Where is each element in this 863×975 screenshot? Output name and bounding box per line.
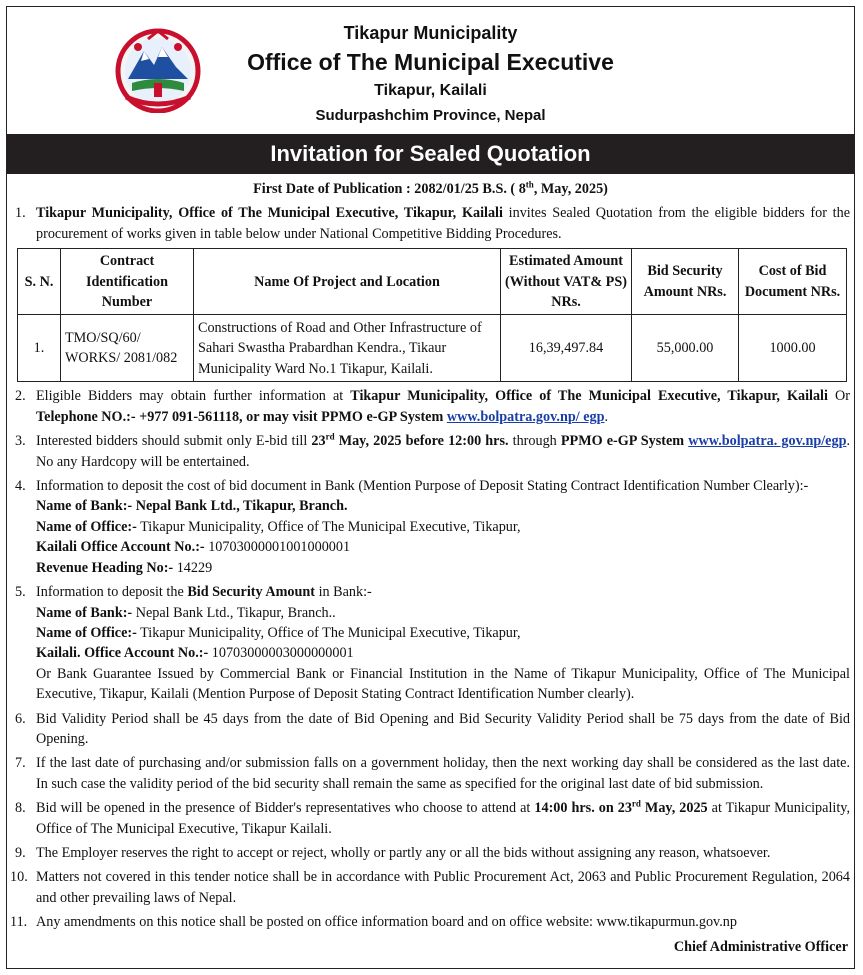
col-contract-id: Contract Identification Number [61,249,194,315]
clause-6: 6. Bid Validity Period shall be 45 days from the date of Bid Opening and Bid Security Validity Period shall be 75 days from the date of Bid Opening. [15,710,850,747]
cell-bid-cost: 1000.00 [739,315,847,382]
office-location: Tikapur, Kailali [374,82,487,99]
cell-project: Constructions of Road and Other Infrastructure of Sahari Swastha Prabardhan Kendra., Tikaur Municipality Ward No.1 Tikapur, Kailali. [194,315,501,382]
col-project: Name Of Project and Location [194,249,501,315]
col-bid-security: Bid Security Amount NRs. [632,249,739,315]
office-name: Office of The Municipal Executive [247,49,614,75]
notice-title: Invitation for Sealed Quotation [7,134,854,174]
clause-2: 2. Eligible Bidders may obtain further information at Tikapur Municipality, Office of The Municipal Executive, Tikapur, Kailali Or Telephone NO.:- +977 091-561118, or may visit PPMO e-GP System www.bolpatra.gov.np/ egp. [15,388,850,425]
cell-estimated-amount: 16,39,497.84 [501,315,632,382]
clause-5: 5. Information to deposit the Bid Security Amount in Bank:- Name of Bank:- Nepal Bank Ltd., Tikapur, Branch.. Name of Office:- Tikapur Municipality, Office of The Municipal Executive, Tikapur, Kailali. Office Account No.:- 10703000003000000001 Or Bank Guarantee Issued by Commercial Bank or Financial Institution in the Name of Tikapur Municipality, Office of The Municipal Executive, Tikapur, Kailali (Mention Purpose of Deposit Stating Contract Identification Number clearly). [15,584,850,703]
cell-bid-security: 55,000.00 [632,315,739,382]
col-estimated-amount: Estimated Amount (Without VAT& PS) NRs. [501,249,632,315]
clause-3: 3. Interested bidders should submit only E-bid till 23rd May, 2025 before 12:00 hrs. through PPMO e-GP System www.bolpatra. gov.np/egp. No any Hardcopy will be entertained. [15,431,851,470]
municipality-name: Tikapur Municipality [343,23,518,43]
notice-body [7,179,854,957]
cell-contract-id: TMO/SQ/60/ WORKS/ 2081/082 [61,315,194,382]
notice-page [6,6,855,969]
clause-4: 4. Information to deposit the cost of bid document in Bank (Mention Purpose of Deposit Stating Contract Identification Number Clearly):- Name of Bank:- Nepal Bank Ltd., Tikapur, Branch. Name of Office:- Tikapur Municipality, Office of The Municipal Executive, Tikapur, Kailali Office Account No.:- 10703000001001000001 Revenue Heading No:- 14229 [15,478,809,576]
province: Sudurpashchim Province, Nepal [315,107,546,124]
publication-date: First Date of Publication : 2082/01/25 B.S. ( 8th, May, 2025) [253,179,608,197]
clause-8: 8. Bid will be opened in the presence of Bidder's representatives who choose to attend at 14:00 hrs. on 23rd May, 2025 at Tikapur Municipality, Office of The Municipal Executive, Tikapur Kailali. [15,798,850,837]
signature-title: Chief Administrative Officer [673,938,848,955]
table-row [18,315,847,382]
header [7,7,854,133]
clause-9: 9. The Employer reserves the right to accept or reject, wholly or partly any or all the bids without assigning any reason, whatsoever. [15,844,771,861]
col-bid-cost: Cost of Bid Document NRs. [739,249,847,315]
table-header-row [18,249,847,315]
procurement-table [17,248,847,382]
clause-10: 10. Matters not covered in this tender notice shall be in accordance with Public Procurement Act, 2063 and Public Procurement Regulation, 2064 and other prevailing laws of Nepal. [10,869,850,906]
cell-sn: 1. [18,315,61,382]
clause-7: 7. If the last date of purchasing and/or submission falls on a government holiday, then the next working day shall be considered as the last date. In such case the validity period of the bid security shall remain the same as specified for the original last date of bid submission. [15,755,850,792]
egp-link-2[interactable]: www.bolpatra. gov.np/egp [688,433,847,450]
clause-1: 1. Tikapur Municipality, Office of The Municipal Executive, Tikapur, Kailali invites Sealed Quotation from the eligible bidders for the procurement of works given in table below under National Competitive Bidding Procedures. [15,205,850,242]
col-sn: S. N. [18,249,61,315]
clause-11: 11. Any amendments on this notice shall be posted on office information board and on office website: www.tikapurmun.gov.np [10,914,737,931]
egp-link[interactable]: www.bolpatra.gov.np/ egp [446,408,605,425]
